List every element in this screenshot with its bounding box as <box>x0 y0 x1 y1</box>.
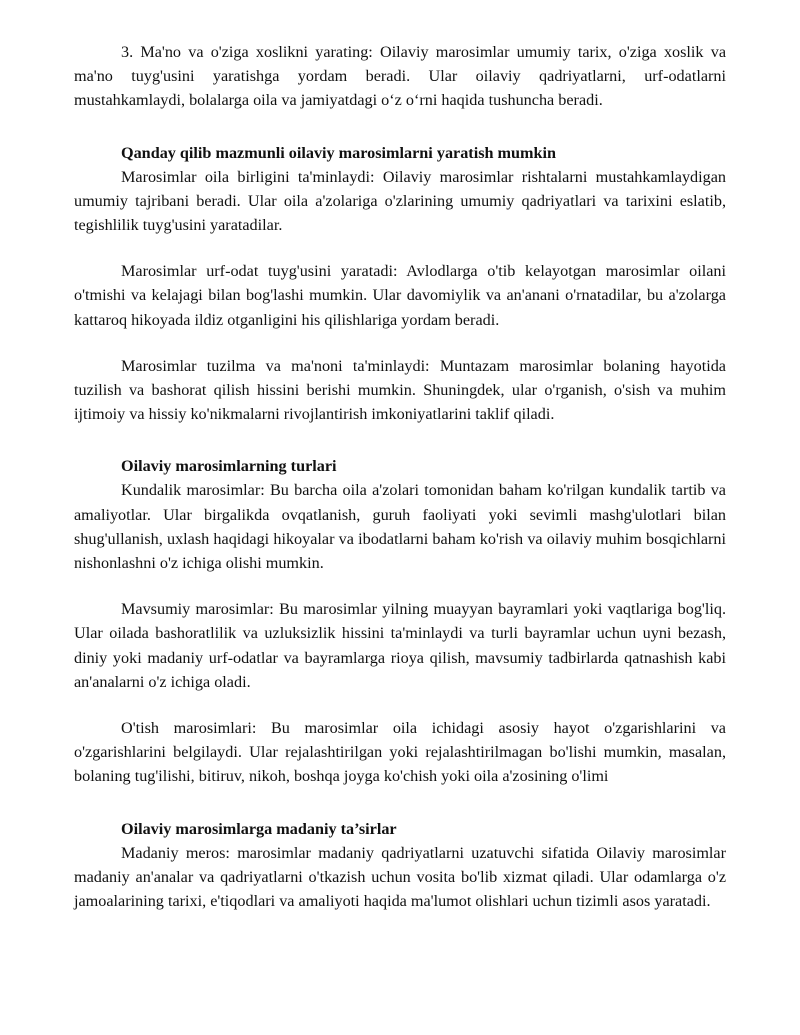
document-page <box>74 40 726 935</box>
paragraph-daily-rituals: Kundalik marosimlar: Bu barcha oila a'zolari tomonidan baham ko'rilgan kundalik tartib va amaliyotlar. Ular birgalikda ovqatlanish, guruh faoliyati yoki sevimli mashg'ulotlari bilan shug'ullanish, uxlash haqidagi hikoyalar va ibodatlarni baham ko'rish va oilaviy muhim bosqichlarni nishonlashni o'z ichiga olishi mumkin. <box>74 481 726 573</box>
paragraph-seasonal-rituals: Mavsumiy marosimlar: Bu marosimlar yilning muayyan bayramlari yoki vaqtlariga bog'liq. Ular oilada bashoratlilik va uzluksizlik hissini ta'minlaydi va turli bayramlar uchun uyni bezash, diniy yoki madaniy urf-odatlar va bayramlarga rioya qilish, mavsumiy tadbirlarda qatnashish kabi an'analarni o'z ichiga oladi. <box>74 600 726 691</box>
paragraph-family-unity: Marosimlar oila birligini ta'minlaydi: Oilaviy marosimlar rishtalarni mustahkamlaydigan umumiy tajribani beradi. Ular oila a'zolariga o'zlarining umumiy qadriyatlari va tarixini eslatib, tegishlilik tuyg'usini yaratadilar. <box>74 167 726 235</box>
heading-creating-rituals: Qanday qilib mazmunli oilaviy marosimlarni yaratish mumkin <box>121 143 557 162</box>
paragraph-structure-meaning: Marosimlar tuzilma va ma'noni ta'minlaydi: Muntazam marosimlar bolaning hayotida tuzilish va bashorat qilish hissini berishi mumkin. Shuningdek, ular o'rganish, o'sish va muhim ijtimoiy va hissiy ko'nikmalarni rivojlantirish imkoniyatlarini taklif qiladi. <box>74 356 726 424</box>
paragraph-cultural-heritage: Madaniy meros: marosimlar madaniy qadriyatlarni uzatuvchi sifatida Oilaviy marosimlar madaniy an'analar va qadriyatlarni o'tkazish uchun vosita bo'lib xizmat qiladi. Ular odamlarga o'z jamoalarining tarixi, e'tiqodlari va amaliyoti haqida ma'lumot olishlari uchun tizimli asos yaratadi. <box>74 843 726 911</box>
paragraph-tradition: Marosimlar urf-odat tuyg'usini yaratadi: Avlodlarga o'tib kelayotgan marosimlar oilani o'tmishi va kelajagi bilan bog'lashi mumkin. Ular davomiylik va an'anani o'rnatadilar, bu a'zolarga kattaroq hikoyada ildiz otganligini his qilishlariga yordam beradi. <box>74 262 726 329</box>
paragraph-transition-rituals: O'tish marosimlari: Bu marosimlar oila ichidagi asosiy hayot o'zgarishlarini va o'zgarishlarini belgilaydi. Ular rejalashtirilgan yoki rejalashtirilmagan bo'lishi mumkin, masalan, bolaning tug'ilishi, bitiruv, nikoh, boshqa joyga ko'chish yoki oila a'zosining o'limi <box>74 719 726 786</box>
heading-ritual-types: Oilaviy marosimlarning turlari <box>121 457 337 476</box>
paragraph-meaning-identity: 3. Ma'no va o'ziga xoslikni yarating: Oilaviy marosimlar umumiy tarix, o'ziga xoslik va ma'no tuyg'usini yaratishga yordam beradi. Ular oilaviy qadriyatlarni, urf-odatlarni mustahkamlaydi, bolalarga oila va jamiyatdagi o‘z o‘rni haqida tushuncha beradi. <box>74 43 726 110</box>
heading-cultural-influences: Oilaviy marosimlarga madaniy ta’sirlar <box>121 819 397 838</box>
